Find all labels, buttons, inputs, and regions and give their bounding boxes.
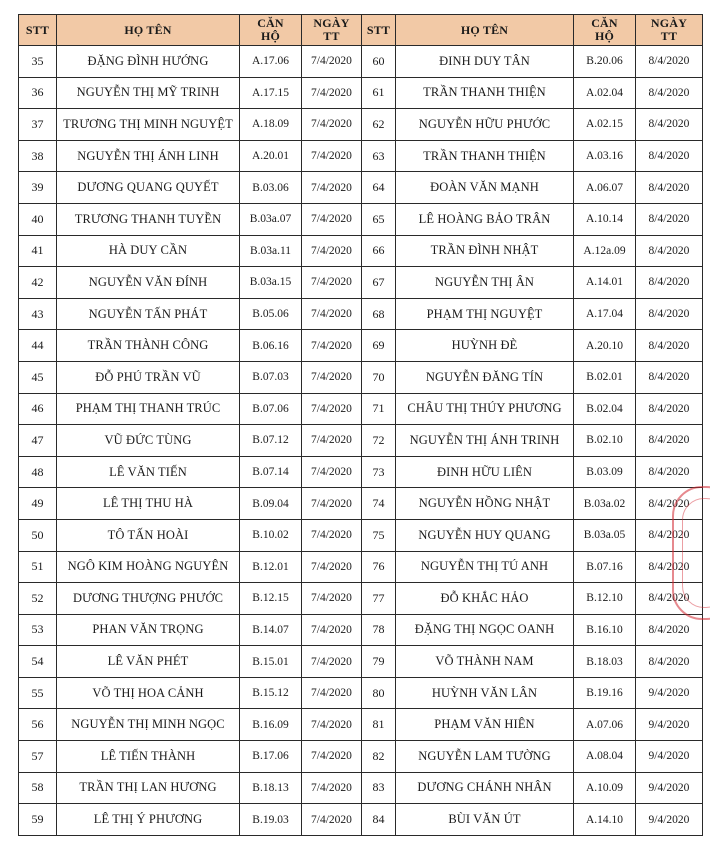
resident-name: NGUYỄN LAM TƯỜNG bbox=[396, 741, 574, 773]
payment-date: 9/4/2020 bbox=[636, 741, 703, 773]
resident-name: HÀ DUY CẦN bbox=[57, 235, 240, 267]
table-row bbox=[19, 614, 703, 646]
apartment-code: B.03a.02 bbox=[574, 488, 636, 520]
payment-date: 8/4/2020 bbox=[636, 46, 703, 78]
resident-name: LÊ HOÀNG BẢO TRÂN bbox=[396, 203, 574, 235]
row-number: 44 bbox=[19, 330, 57, 362]
resident-name: TRƯƠNG THỊ MINH NGUYỆT bbox=[57, 109, 240, 141]
payment-date: 9/4/2020 bbox=[636, 772, 703, 804]
apartment-code: B.12.15 bbox=[240, 583, 302, 615]
payment-date: 8/4/2020 bbox=[636, 298, 703, 330]
resident-name: NGUYỄN ĐĂNG TÍN bbox=[396, 361, 574, 393]
resident-name: NGUYỄN THỊ MỸ TRINH bbox=[57, 77, 240, 109]
apartment-code: A.02.04 bbox=[574, 77, 636, 109]
resident-name: NGUYỄN THỊ MINH NGỌC bbox=[57, 709, 240, 741]
apartment-code: B.20.06 bbox=[574, 46, 636, 78]
resident-name: ĐẶNG ĐÌNH HƯỚNG bbox=[57, 46, 240, 78]
resident-name: ĐINH HỮU LIÊN bbox=[396, 456, 574, 488]
table-row bbox=[19, 804, 703, 836]
header-name: HỌ TÊN bbox=[57, 15, 240, 46]
row-number: 64 bbox=[362, 172, 396, 204]
table-row bbox=[19, 519, 703, 551]
row-number: 83 bbox=[362, 772, 396, 804]
table-row bbox=[19, 741, 703, 773]
payment-date: 8/4/2020 bbox=[636, 646, 703, 678]
apartment-code: B.02.01 bbox=[574, 361, 636, 393]
row-number: 46 bbox=[19, 393, 57, 425]
row-number: 73 bbox=[362, 456, 396, 488]
payment-date: 8/4/2020 bbox=[636, 551, 703, 583]
apartment-code: B.03a.05 bbox=[574, 519, 636, 551]
header-apartment-line1: CĂN bbox=[257, 16, 284, 30]
row-number: 74 bbox=[362, 488, 396, 520]
header-stt: STT bbox=[362, 15, 396, 46]
resident-name: ĐỖ PHÚ TRẦN VŨ bbox=[57, 361, 240, 393]
resident-name: LÊ THỊ THU HÀ bbox=[57, 488, 240, 520]
table-row bbox=[19, 298, 703, 330]
apartment-code: A.20.01 bbox=[240, 140, 302, 172]
row-number: 41 bbox=[19, 235, 57, 267]
row-number: 52 bbox=[19, 583, 57, 615]
row-number: 50 bbox=[19, 519, 57, 551]
row-number: 42 bbox=[19, 267, 57, 299]
payment-date: 8/4/2020 bbox=[636, 583, 703, 615]
row-number: 69 bbox=[362, 330, 396, 362]
payment-date: 7/4/2020 bbox=[302, 393, 362, 425]
payment-date: 7/4/2020 bbox=[302, 46, 362, 78]
payment-date: 7/4/2020 bbox=[302, 677, 362, 709]
apartment-code: A.10.14 bbox=[574, 203, 636, 235]
payment-date: 8/4/2020 bbox=[636, 488, 703, 520]
apartment-code: B.03a.07 bbox=[240, 203, 302, 235]
header-apartment-line1: CĂN bbox=[591, 16, 618, 30]
table-row bbox=[19, 267, 703, 299]
row-number: 78 bbox=[362, 614, 396, 646]
header-apartment bbox=[240, 15, 302, 46]
row-number: 36 bbox=[19, 77, 57, 109]
table-row bbox=[19, 235, 703, 267]
header-date-line2: TT bbox=[323, 29, 340, 43]
apartment-code: B.14.07 bbox=[240, 614, 302, 646]
row-number: 67 bbox=[362, 267, 396, 299]
apartment-code: A.12a.09 bbox=[574, 235, 636, 267]
payment-date: 7/4/2020 bbox=[302, 614, 362, 646]
payment-date: 8/4/2020 bbox=[636, 393, 703, 425]
row-number: 82 bbox=[362, 741, 396, 773]
row-number: 59 bbox=[19, 804, 57, 836]
resident-name: ĐỖ KHẮC HẢO bbox=[396, 583, 574, 615]
resident-name: LÊ THỊ Ý PHƯƠNG bbox=[57, 804, 240, 836]
resident-name: CHÂU THỊ THÚY PHƯƠNG bbox=[396, 393, 574, 425]
row-number: 39 bbox=[19, 172, 57, 204]
row-number: 72 bbox=[362, 425, 396, 457]
table-row bbox=[19, 551, 703, 583]
payment-date: 7/4/2020 bbox=[302, 709, 362, 741]
resident-name: LÊ TIẾN THÀNH bbox=[57, 741, 240, 773]
apartment-code: B.07.03 bbox=[240, 361, 302, 393]
resident-name: NGUYỄN THỊ ÁNH TRINH bbox=[396, 425, 574, 457]
row-number: 38 bbox=[19, 140, 57, 172]
resident-name: NGUYỄN HỒNG NHẬT bbox=[396, 488, 574, 520]
payment-date: 8/4/2020 bbox=[636, 77, 703, 109]
table-row bbox=[19, 677, 703, 709]
apartment-code: B.17.06 bbox=[240, 741, 302, 773]
apartment-code: B.07.14 bbox=[240, 456, 302, 488]
apartment-code: B.16.09 bbox=[240, 709, 302, 741]
apartment-code: B.10.02 bbox=[240, 519, 302, 551]
apartment-code: A.10.09 bbox=[574, 772, 636, 804]
apartment-code: B.18.03 bbox=[574, 646, 636, 678]
payment-date: 8/4/2020 bbox=[636, 267, 703, 299]
header-stt: STT bbox=[19, 15, 57, 46]
resident-name: NGÔ KIM HOÀNG NGUYÊN bbox=[57, 551, 240, 583]
resident-name: TRẦN THỊ LAN HƯƠNG bbox=[57, 772, 240, 804]
apartment-code: B.07.12 bbox=[240, 425, 302, 457]
resident-name: HUỲNH ĐÈ bbox=[396, 330, 574, 362]
table-row bbox=[19, 46, 703, 78]
payment-date: 8/4/2020 bbox=[636, 109, 703, 141]
table-row bbox=[19, 361, 703, 393]
payment-date: 7/4/2020 bbox=[302, 519, 362, 551]
payment-date: 8/4/2020 bbox=[636, 361, 703, 393]
table-row bbox=[19, 140, 703, 172]
apartment-code: B.06.16 bbox=[240, 330, 302, 362]
payment-date: 8/4/2020 bbox=[636, 172, 703, 204]
table-row bbox=[19, 583, 703, 615]
apartment-code: B.03.06 bbox=[240, 172, 302, 204]
resident-name: PHẠM THỊ NGUYỆT bbox=[396, 298, 574, 330]
table-row bbox=[19, 203, 703, 235]
payment-date: 7/4/2020 bbox=[302, 330, 362, 362]
resident-name: NGUYỄN HỮU PHƯỚC bbox=[396, 109, 574, 141]
resident-name: TÔ TẤN HOÀI bbox=[57, 519, 240, 551]
apartment-code: A.17.04 bbox=[574, 298, 636, 330]
payment-date: 8/4/2020 bbox=[636, 330, 703, 362]
row-number: 35 bbox=[19, 46, 57, 78]
apartment-code: B.02.10 bbox=[574, 425, 636, 457]
resident-name: DƯƠNG CHÁNH NHÂN bbox=[396, 772, 574, 804]
payment-date: 7/4/2020 bbox=[302, 456, 362, 488]
header-date-line2: TT bbox=[660, 29, 678, 43]
header-date bbox=[636, 15, 703, 46]
payment-date: 8/4/2020 bbox=[636, 456, 703, 488]
resident-name: ĐINH DUY TÂN bbox=[396, 46, 574, 78]
payment-date: 7/4/2020 bbox=[302, 267, 362, 299]
resident-name: NGUYỄN THỊ ÁNH LINH bbox=[57, 140, 240, 172]
resident-name: ĐẶNG THỊ NGỌC OANH bbox=[396, 614, 574, 646]
row-number: 75 bbox=[362, 519, 396, 551]
row-number: 40 bbox=[19, 203, 57, 235]
payment-date: 7/4/2020 bbox=[302, 235, 362, 267]
apartment-code: B.03a.11 bbox=[240, 235, 302, 267]
resident-name: ĐOÀN VĂN MẠNH bbox=[396, 172, 574, 204]
apartment-code: B.15.12 bbox=[240, 677, 302, 709]
payment-date: 7/4/2020 bbox=[302, 772, 362, 804]
document-sheet bbox=[18, 14, 702, 836]
resident-name: NGUYỄN THỊ ÂN bbox=[396, 267, 574, 299]
payment-date: 7/4/2020 bbox=[302, 583, 362, 615]
apartment-code: B.16.10 bbox=[574, 614, 636, 646]
table-row bbox=[19, 425, 703, 457]
table-row bbox=[19, 709, 703, 741]
resident-name: LÊ VĂN TIẾN bbox=[57, 456, 240, 488]
row-number: 60 bbox=[362, 46, 396, 78]
resident-name: NGUYỄN TẤN PHÁT bbox=[57, 298, 240, 330]
payment-date: 7/4/2020 bbox=[302, 804, 362, 836]
row-number: 49 bbox=[19, 488, 57, 520]
apartment-code: B.19.03 bbox=[240, 804, 302, 836]
resident-name: BÙI VĂN ÚT bbox=[396, 804, 574, 836]
table-row bbox=[19, 646, 703, 678]
apartment-code: A.14.01 bbox=[574, 267, 636, 299]
payment-date: 7/4/2020 bbox=[302, 646, 362, 678]
table-row bbox=[19, 393, 703, 425]
payment-date: 8/4/2020 bbox=[636, 519, 703, 551]
payment-date: 8/4/2020 bbox=[636, 425, 703, 457]
apartment-code: B.03.09 bbox=[574, 456, 636, 488]
resident-name: NGUYỄN HUY QUANG bbox=[396, 519, 574, 551]
payment-date: 7/4/2020 bbox=[302, 551, 362, 583]
row-number: 63 bbox=[362, 140, 396, 172]
apartment-code: B.02.04 bbox=[574, 393, 636, 425]
apartment-code: A.08.04 bbox=[574, 741, 636, 773]
table-row bbox=[19, 109, 703, 141]
payment-date: 8/4/2020 bbox=[636, 235, 703, 267]
table-row bbox=[19, 772, 703, 804]
resident-name: TRẦN THÀNH CÔNG bbox=[57, 330, 240, 362]
row-number: 56 bbox=[19, 709, 57, 741]
header-apartment-line2: HỘ bbox=[260, 29, 281, 43]
apartment-code: A.14.10 bbox=[574, 804, 636, 836]
resident-name: NGUYỄN VĂN ĐÍNH bbox=[57, 267, 240, 299]
resident-name: VÕ THÀNH NAM bbox=[396, 646, 574, 678]
row-number: 43 bbox=[19, 298, 57, 330]
header-apartment-line2: HỘ bbox=[594, 29, 615, 43]
resident-name: PHẠM THỊ THANH TRÚC bbox=[57, 393, 240, 425]
apartment-code: A.20.10 bbox=[574, 330, 636, 362]
row-number: 55 bbox=[19, 677, 57, 709]
apartment-code: B.12.10 bbox=[574, 583, 636, 615]
header-date-line1: NGÀY bbox=[650, 16, 688, 30]
payment-date: 7/4/2020 bbox=[302, 298, 362, 330]
payment-date: 7/4/2020 bbox=[302, 77, 362, 109]
header-apartment bbox=[574, 15, 636, 46]
resident-name: TRẦN THANH THIỆN bbox=[396, 140, 574, 172]
payment-date: 7/4/2020 bbox=[302, 172, 362, 204]
row-number: 76 bbox=[362, 551, 396, 583]
payment-date: 7/4/2020 bbox=[302, 488, 362, 520]
row-number: 61 bbox=[362, 77, 396, 109]
resident-name: LÊ VĂN PHÉT bbox=[57, 646, 240, 678]
row-number: 47 bbox=[19, 425, 57, 457]
row-number: 57 bbox=[19, 741, 57, 773]
payment-date: 7/4/2020 bbox=[302, 361, 362, 393]
row-number: 71 bbox=[362, 393, 396, 425]
table-header-row bbox=[19, 15, 703, 46]
row-number: 45 bbox=[19, 361, 57, 393]
row-number: 81 bbox=[362, 709, 396, 741]
header-date-line1: NGÀY bbox=[313, 16, 350, 30]
row-number: 70 bbox=[362, 361, 396, 393]
apartment-code: B.15.01 bbox=[240, 646, 302, 678]
payment-date: 7/4/2020 bbox=[302, 109, 362, 141]
row-number: 37 bbox=[19, 109, 57, 141]
apartment-code: B.07.06 bbox=[240, 393, 302, 425]
payment-date: 8/4/2020 bbox=[636, 203, 703, 235]
row-number: 66 bbox=[362, 235, 396, 267]
apartment-code: B.07.16 bbox=[574, 551, 636, 583]
payment-date: 8/4/2020 bbox=[636, 614, 703, 646]
resident-name: TRẦN THANH THIỆN bbox=[396, 77, 574, 109]
row-number: 51 bbox=[19, 551, 57, 583]
table-row bbox=[19, 456, 703, 488]
resident-name: PHẠM VĂN HIÊN bbox=[396, 709, 574, 741]
row-number: 58 bbox=[19, 772, 57, 804]
apartment-code: A.07.06 bbox=[574, 709, 636, 741]
apartment-code: A.17.06 bbox=[240, 46, 302, 78]
payment-date: 7/4/2020 bbox=[302, 203, 362, 235]
row-number: 80 bbox=[362, 677, 396, 709]
row-number: 53 bbox=[19, 614, 57, 646]
payment-date: 8/4/2020 bbox=[636, 140, 703, 172]
resident-name: TRƯƠNG THANH TUYỀN bbox=[57, 203, 240, 235]
apartment-code: A.03.16 bbox=[574, 140, 636, 172]
resident-name: HUỲNH VĂN LÂN bbox=[396, 677, 574, 709]
apartment-code: B.09.04 bbox=[240, 488, 302, 520]
row-number: 77 bbox=[362, 583, 396, 615]
residents-table bbox=[18, 14, 703, 836]
resident-name: VŨ ĐỨC TÙNG bbox=[57, 425, 240, 457]
table-row bbox=[19, 330, 703, 362]
resident-name: DƯƠNG QUANG QUYẾT bbox=[57, 172, 240, 204]
row-number: 48 bbox=[19, 456, 57, 488]
resident-name: DƯƠNG THƯỢNG PHƯỚC bbox=[57, 583, 240, 615]
apartment-code: A.06.07 bbox=[574, 172, 636, 204]
apartment-code: B.12.01 bbox=[240, 551, 302, 583]
resident-name: VÕ THỊ HOA CẢNH bbox=[57, 677, 240, 709]
row-number: 54 bbox=[19, 646, 57, 678]
header-name: HỌ TÊN bbox=[396, 15, 574, 46]
apartment-code: B.19.16 bbox=[574, 677, 636, 709]
apartment-code: A.18.09 bbox=[240, 109, 302, 141]
table-row bbox=[19, 77, 703, 109]
resident-name: PHAN VĂN TRỌNG bbox=[57, 614, 240, 646]
row-number: 79 bbox=[362, 646, 396, 678]
payment-date: 7/4/2020 bbox=[302, 140, 362, 172]
payment-date: 7/4/2020 bbox=[302, 741, 362, 773]
resident-name: TRẦN ĐÌNH NHẬT bbox=[396, 235, 574, 267]
table-row bbox=[19, 488, 703, 520]
apartment-code: A.17.15 bbox=[240, 77, 302, 109]
payment-date: 9/4/2020 bbox=[636, 709, 703, 741]
row-number: 84 bbox=[362, 804, 396, 836]
apartment-code: A.02.15 bbox=[574, 109, 636, 141]
header-date bbox=[302, 15, 362, 46]
apartment-code: B.05.06 bbox=[240, 298, 302, 330]
row-number: 62 bbox=[362, 109, 396, 141]
table-row bbox=[19, 172, 703, 204]
row-number: 65 bbox=[362, 203, 396, 235]
apartment-code: B.18.13 bbox=[240, 772, 302, 804]
resident-name: NGUYỄN THỊ TÚ ANH bbox=[396, 551, 574, 583]
payment-date: 9/4/2020 bbox=[636, 677, 703, 709]
row-number: 68 bbox=[362, 298, 396, 330]
payment-date: 9/4/2020 bbox=[636, 804, 703, 836]
payment-date: 7/4/2020 bbox=[302, 425, 362, 457]
apartment-code: B.03a.15 bbox=[240, 267, 302, 299]
